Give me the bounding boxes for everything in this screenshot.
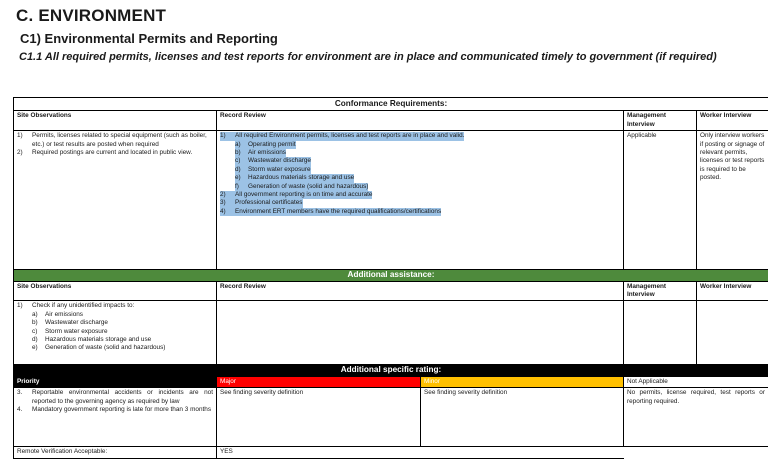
- conformance-title-row: [14, 98, 768, 111]
- list-item: 1) All required Environment permits, licenses and test reports are in place and valid.: [220, 132, 620, 140]
- priority-items-cell: [14, 388, 217, 447]
- minor-text: See finding severity definition: [421, 388, 623, 446]
- remote-row: [14, 447, 768, 458]
- requirement-statement: C1.1 All required permits, licenses and test reports for environment are in place and communicated timely to government (if required): [19, 51, 717, 63]
- conformance-content-row: [14, 131, 768, 270]
- na-label: Not Applicable: [624, 376, 768, 387]
- site-observations-cell: [14, 131, 217, 270]
- list-item: d) Storm water exposure: [235, 166, 620, 174]
- na-text: No permits, license required, test reports or reporting required.: [624, 388, 768, 447]
- header-management-interview: Management Interview: [624, 111, 697, 131]
- worker-interview-cell: Only interview workers if posting or signage of relevant permits, licenses or test reports is required to be posted.: [697, 131, 768, 270]
- remote-empty: [624, 447, 768, 458]
- list-item: f) Generation of waste (solid and hazardous): [235, 183, 620, 191]
- header-worker-interview: Worker Interview: [697, 111, 768, 131]
- list-item: 1) Check if any unidentified impacts to:: [17, 302, 213, 310]
- assistance-site-observations-cell: [14, 301, 217, 365]
- conformance-title: Conformance Requirements:: [14, 98, 768, 111]
- rating-header-row: [14, 376, 768, 387]
- record-review-sublist: [220, 141, 620, 191]
- site-observations-list: [17, 132, 213, 157]
- list-item: c) Storm water exposure: [32, 328, 213, 336]
- assistance-content-row: [14, 301, 768, 365]
- minor-label: Minor: [421, 377, 623, 387]
- section-title: C. ENVIRONMENT: [16, 6, 166, 26]
- header-management-interview-2: Management Interview: [624, 281, 697, 301]
- header-worker-interview-2: Worker Interview: [697, 281, 768, 301]
- list-item: a) Operating permit: [235, 141, 620, 149]
- severity-content-cell: [217, 388, 624, 447]
- list-item: 3. Reportable environmental accidents or incidents are not reported to the governing agency as required by law: [17, 389, 213, 406]
- header-record-review: Record Review: [217, 111, 624, 131]
- list-item: e) Hazardous materials storage and use: [235, 174, 620, 182]
- management-interview-cell: Applicable: [624, 131, 697, 270]
- list-item: d) Hazardous materials storage and use: [32, 336, 213, 344]
- rating-title: Additional specific rating:: [14, 365, 768, 376]
- header-site-observations: Site Observations: [14, 111, 217, 131]
- remote-value: YES: [217, 447, 624, 458]
- list-item: 2) Required postings are current and located in public view.: [17, 149, 213, 157]
- rating-title-row: [14, 365, 768, 376]
- assistance-management-cell: [624, 301, 697, 365]
- assistance-record-review-cell: [217, 301, 624, 365]
- record-review-list: [220, 132, 620, 140]
- priority-list: [17, 389, 213, 414]
- assistance-sublist: [17, 311, 213, 353]
- major-label: Major: [217, 377, 421, 387]
- severity-header-cell: [217, 376, 624, 387]
- additional-assistance-title: Additional assistance:: [14, 270, 768, 281]
- assistance-list: [17, 302, 213, 310]
- list-item: b) Air emissions: [235, 149, 620, 157]
- assistance-worker-cell: [697, 301, 768, 365]
- list-item: 3) Professional certificates: [220, 199, 620, 207]
- header-row-2: [14, 281, 768, 301]
- list-item: b) Wastewater discharge: [32, 319, 213, 327]
- list-item: 1) Permits, licenses related to special equipment (such as boiler, etc.) or test results are posted when required: [17, 132, 213, 149]
- header-site-observations-2: Site Observations: [14, 281, 217, 301]
- additional-assistance-row: [14, 270, 768, 281]
- record-review-list-more: [220, 191, 620, 216]
- rating-content-row: [14, 388, 768, 447]
- list-item: e) Generation of waste (solid and hazardous): [32, 344, 213, 352]
- record-review-cell: [217, 131, 624, 270]
- remote-label: Remote Verification Acceptable:: [14, 447, 217, 458]
- conformance-table: [13, 97, 768, 459]
- header-record-review-2: Record Review: [217, 281, 624, 301]
- list-item: c) Wastewater discharge: [235, 157, 620, 165]
- list-item: 4. Mandatory government reporting is late for more than 3 months: [17, 406, 213, 414]
- list-item: 2) All government reporting is on time and accurate: [220, 191, 620, 199]
- major-text: See finding severity definition: [217, 388, 421, 446]
- priority-label: Priority: [14, 376, 217, 387]
- list-item: a) Air emissions: [32, 311, 213, 319]
- header-row: [14, 111, 768, 131]
- subsection-title: C1) Environmental Permits and Reporting: [20, 31, 278, 46]
- list-item: 4) Environment ERT members have the required qualifications/certifications: [220, 208, 620, 216]
